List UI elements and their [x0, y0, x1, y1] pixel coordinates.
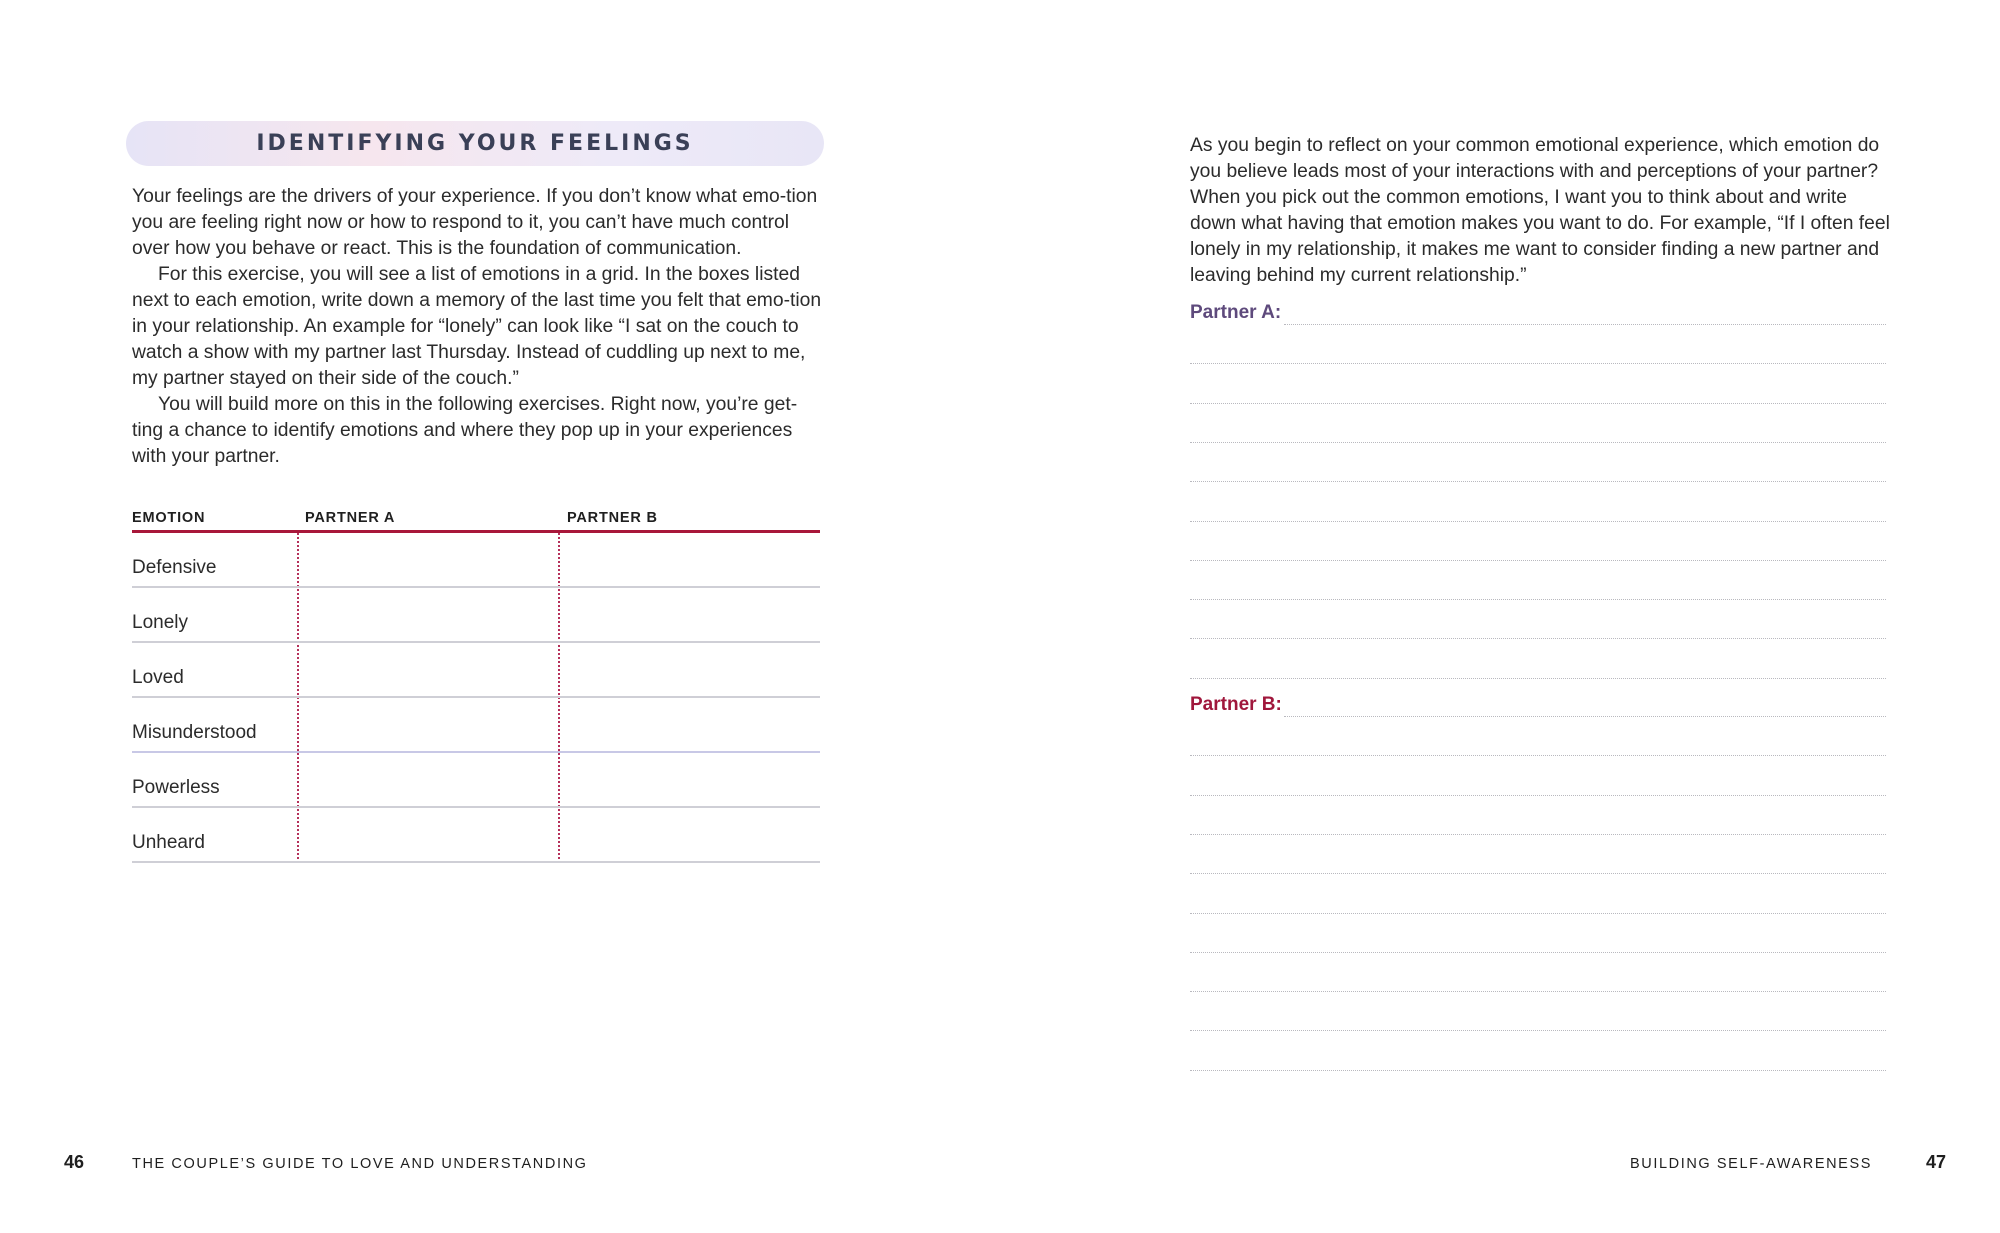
- writing-line[interactable]: [1190, 560, 1886, 561]
- column-header-emotion: EMOTION: [132, 510, 206, 526]
- running-head: BUILDING SELF-AWARENESS: [1630, 1156, 1872, 1172]
- column-header-partner-b: PARTNER B: [567, 510, 658, 526]
- table-row[interactable]: [132, 698, 820, 753]
- section-title: IDENTIFYING YOUR FEELINGS: [256, 131, 694, 156]
- writing-line[interactable]: [1190, 442, 1886, 443]
- paragraph: Your feelings are the drivers of your experience. If you don’t know what emo-tion you are feeling right now or how to respond to it, you can’t have much control over how you behave or react. This is the foundation of communication.: [132, 186, 818, 259]
- table-row[interactable]: [132, 588, 820, 643]
- paragraph: For this exercise, you will see a list of emotions in a grid. In the boxes listed next to each emotion, write down a memory of the last time you felt that emo-tion in your relationship. An example for “lonely” can look like “I sat on the couch to watch a show with my partner last Thursday. Instead of cuddling up next to me, my partner stayed on their side of the couch.”: [132, 264, 822, 389]
- writing-line[interactable]: [1284, 716, 1886, 717]
- emotion-label: Lonely: [132, 612, 188, 633]
- writing-line[interactable]: [1190, 1070, 1886, 1071]
- writing-line[interactable]: [1190, 913, 1886, 914]
- table-row[interactable]: [132, 808, 820, 863]
- paragraph: As you begin to reflect on your common emotional experience, which emotion do you believe leads most of your interactions with and perceptions of your partner? When you pick out the common emotions, I want you to think about and write down what having that emotion makes you want to do. For example, “If I often feel lonely in my relationship, it makes me want to consider finding a new partner and leaving behind my current relationship.”: [1190, 135, 1890, 286]
- writing-line[interactable]: [1190, 481, 1886, 482]
- column-header-partner-a: PARTNER A: [305, 510, 396, 526]
- writing-line[interactable]: [1190, 834, 1886, 835]
- writing-line[interactable]: [1190, 795, 1886, 796]
- table-row[interactable]: [132, 753, 820, 808]
- page-number: 47: [1925, 1152, 1946, 1172]
- partner-b-label: Partner B:: [1190, 694, 1282, 715]
- paragraph: You will build more on this in the following exercises. Right now, you’re get-ting a chance to identify emotions and where they pop up in your experiences with your partner.: [132, 394, 798, 467]
- writing-line[interactable]: [1190, 403, 1886, 404]
- table-row[interactable]: [132, 533, 820, 588]
- emotion-label: Powerless: [132, 777, 220, 798]
- table-row[interactable]: [132, 643, 820, 698]
- intro-text: [132, 184, 822, 470]
- reflection-prompt: [1190, 133, 1890, 289]
- page-number: 46: [64, 1152, 85, 1172]
- emotion-table: [132, 508, 820, 863]
- table-header: [132, 508, 820, 533]
- emotion-label: Loved: [132, 667, 184, 688]
- right-page: [1000, 0, 2000, 1233]
- emotion-label: Unheard: [132, 832, 205, 853]
- writing-line[interactable]: [1190, 599, 1886, 600]
- writing-line[interactable]: [1190, 521, 1886, 522]
- writing-line[interactable]: [1190, 363, 1886, 364]
- writing-line[interactable]: [1190, 1030, 1886, 1031]
- writing-line[interactable]: [1190, 638, 1886, 639]
- writing-line[interactable]: [1284, 324, 1886, 325]
- writing-line[interactable]: [1190, 952, 1886, 953]
- section-title-banner: [126, 121, 824, 166]
- writing-line[interactable]: [1190, 991, 1886, 992]
- writing-line[interactable]: [1190, 755, 1886, 756]
- running-head: THE COUPLE’S GUIDE TO LOVE AND UNDERSTANDING: [132, 1156, 588, 1172]
- emotion-label: Misunderstood: [132, 722, 257, 743]
- writing-line[interactable]: [1190, 873, 1886, 874]
- writing-line[interactable]: [1190, 678, 1886, 679]
- emotion-label: Defensive: [132, 557, 217, 578]
- partner-a-label: Partner A:: [1190, 302, 1282, 323]
- table-body: [132, 533, 820, 863]
